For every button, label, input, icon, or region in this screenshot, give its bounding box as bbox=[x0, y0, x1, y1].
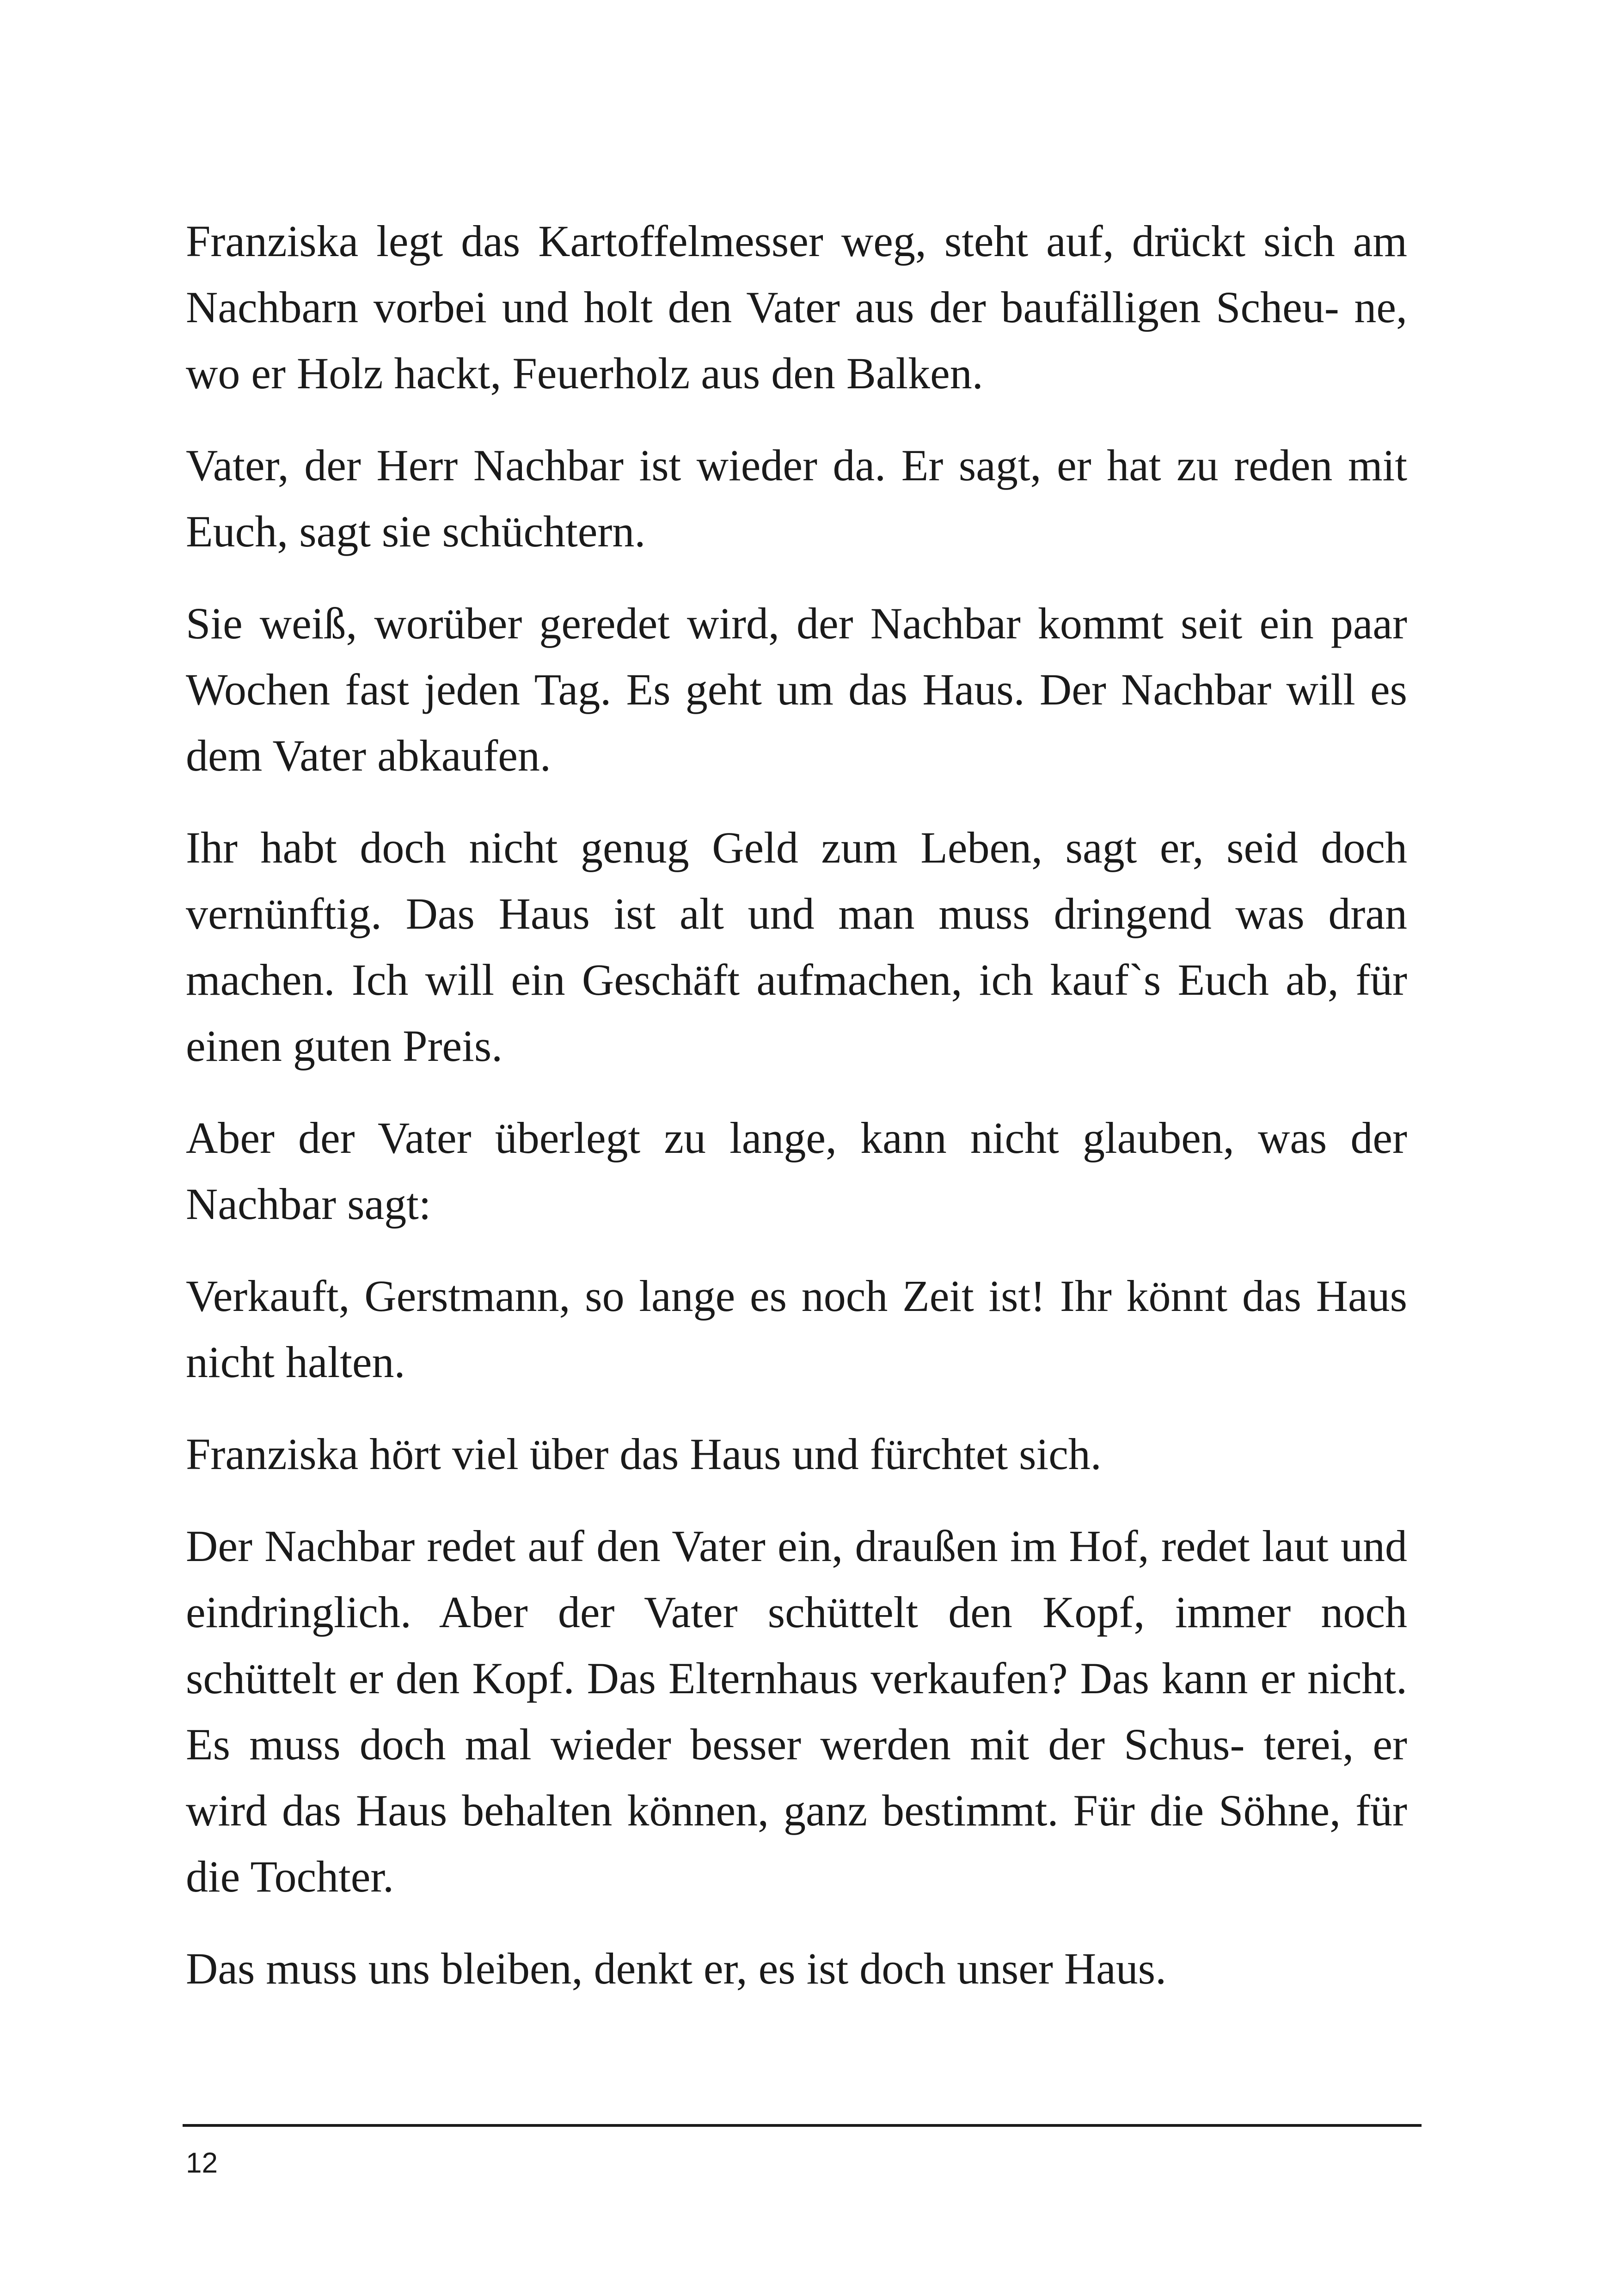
paragraph-2: Vater, der Herr Nachbar ist wieder da. Er sagt, er hat zu reden mit Euch, sagt sie schüchtern. bbox=[186, 441, 1407, 556]
footer-divider bbox=[183, 2124, 1422, 2127]
paragraph-5: Aber der Vater überlegt zu lange, kann nicht glauben, was der Nachbar sagt: bbox=[186, 1113, 1407, 1229]
paragraph-6: Verkauft, Gerstmann, so lange es noch Zeit ist! Ihr könnt das Haus nicht halten. bbox=[186, 1271, 1407, 1387]
paragraph-7: Franziska hört viel über das Haus und fürchtet sich. bbox=[186, 1429, 1102, 1479]
paragraph-3: Sie weiß, worüber geredet wird, der Nachbar kommt seit ein paar Wochen fast jeden Tag. Es geht um das Haus. Der Nachbar will es dem Vater abkaufen. bbox=[186, 599, 1407, 780]
paragraph-4: Ihr habt doch nicht genug Geld zum Leben, sagt er, seid doch vernünftig. Das Haus ist alt und man muss dringend was dran machen. Ich will ein Geschäft aufmachen, ich kauf`s Euch ab, für einen guten Preis. bbox=[186, 823, 1407, 1071]
paragraph-9: Das muss uns bleiben, denkt er, es ist doch unser Haus. bbox=[186, 1944, 1167, 1993]
paragraph-8: Der Nachbar redet auf den Vater ein, draußen im Hof, redet laut und eindringlich. Aber der Vater schüttelt den Kopf, immer noch schüttelt er den Kopf. Das Elternhaus verkaufen? Das kann er nicht. Es muss doch mal wieder besser werden mit der Schus- terei, er wird das Haus behalten können, ganz bestimmt. Für die Söhne, für die Tochter. bbox=[186, 1521, 1407, 1901]
page-number: 12 bbox=[186, 2147, 218, 2179]
paragraph-1: Franziska legt das Kartoffelmesser weg, steht auf, drückt sich am Nachbarn vorbei und holt den Vater aus der baufälligen Scheu- ne, wo er Holz hackt, Feuerholz aus den Balken. bbox=[186, 216, 1407, 398]
body-text bbox=[186, 208, 1407, 2002]
